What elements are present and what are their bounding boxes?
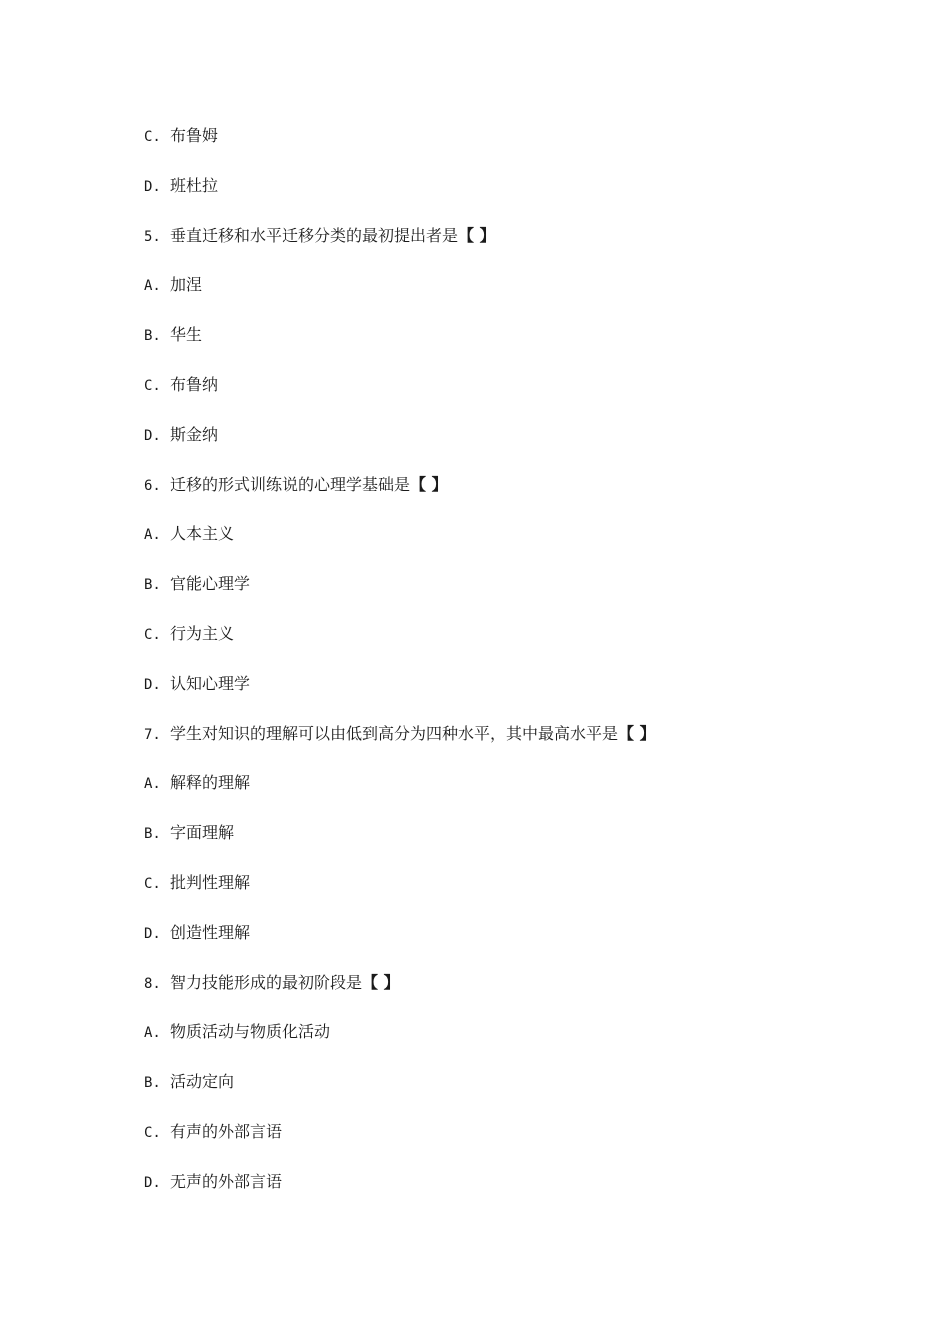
option-letter: B. [144,577,161,594]
option-line [144,670,844,720]
option-text: 解释的理解 [170,773,251,793]
answer-blank: 【 】 [618,723,656,743]
option-text: 活动定向 [170,1072,235,1092]
question-text: 垂直迁移和水平迁移分类的最初提出者是 [170,225,459,245]
option-line [144,1118,844,1168]
question-number: 5. [144,228,161,245]
option-line [144,1168,844,1218]
option-line [144,122,844,172]
option-text: 行为主义 [170,623,235,643]
option-letter: C. [144,129,161,145]
option-text: 创造性理解 [170,922,251,942]
option-text: 官能心理学 [170,574,251,594]
option-line [144,371,844,421]
option-text: 布鲁姆 [170,126,219,145]
option-letter: D. [144,1174,161,1191]
option-text: 布鲁纳 [170,374,219,394]
question-line [144,471,844,521]
answer-blank: 【 】 [362,972,400,992]
option-line [144,819,844,869]
option-line [144,421,844,471]
option-letter: A. [144,527,161,544]
option-letter: D. [144,676,161,693]
option-letter: B. [144,1075,161,1092]
option-text: 人本主义 [170,524,235,544]
option-text: 批判性理解 [170,872,251,892]
question-text: 迁移的形式训练说的心理学基础是 [170,474,411,494]
option-text: 认知心理学 [170,673,251,693]
option-letter: B. [144,328,161,345]
question-text: 学生对知识的理解可以由低到高分为四种水平，其中最高水平是 [170,723,619,743]
answer-blank: 【 】 [458,225,496,245]
question-number: 8. [144,975,161,992]
option-text: 无声的外部言语 [170,1171,283,1191]
option-text: 华生 [170,325,203,345]
option-text: 字面理解 [170,823,235,843]
option-letter: C. [144,875,161,892]
option-line [144,1018,844,1068]
option-letter: A. [144,776,161,793]
option-text: 加涅 [170,275,203,295]
option-letter: D. [144,178,161,195]
option-line [144,520,844,570]
option-line [144,172,844,222]
option-line [144,769,844,819]
option-text: 物质活动与物质化活动 [170,1022,331,1042]
option-letter: B. [144,826,161,843]
option-letter: A. [144,278,161,295]
option-letter: A. [144,1025,161,1042]
question-line [144,222,844,272]
question-number: 7. [144,726,161,743]
option-text: 斯金纳 [170,424,219,444]
question-number: 6. [144,477,161,494]
option-letter: D. [144,427,161,444]
option-line [144,271,844,321]
option-line [144,620,844,670]
option-text: 有声的外部言语 [170,1121,283,1141]
option-letter: C. [144,1124,161,1141]
question-text: 智力技能形成的最初阶段是 [170,972,363,992]
option-line [144,570,844,620]
option-text: 班杜拉 [170,175,219,195]
question-line [144,720,844,770]
option-letter: D. [144,925,161,942]
option-line [144,869,844,919]
option-letter: C. [144,626,161,643]
question-line [144,969,844,1019]
question-list [144,122,844,1218]
option-line [144,321,844,371]
answer-blank: 【 】 [410,474,448,494]
option-letter: C. [144,377,161,394]
option-line [144,919,844,969]
option-line [144,1068,844,1118]
